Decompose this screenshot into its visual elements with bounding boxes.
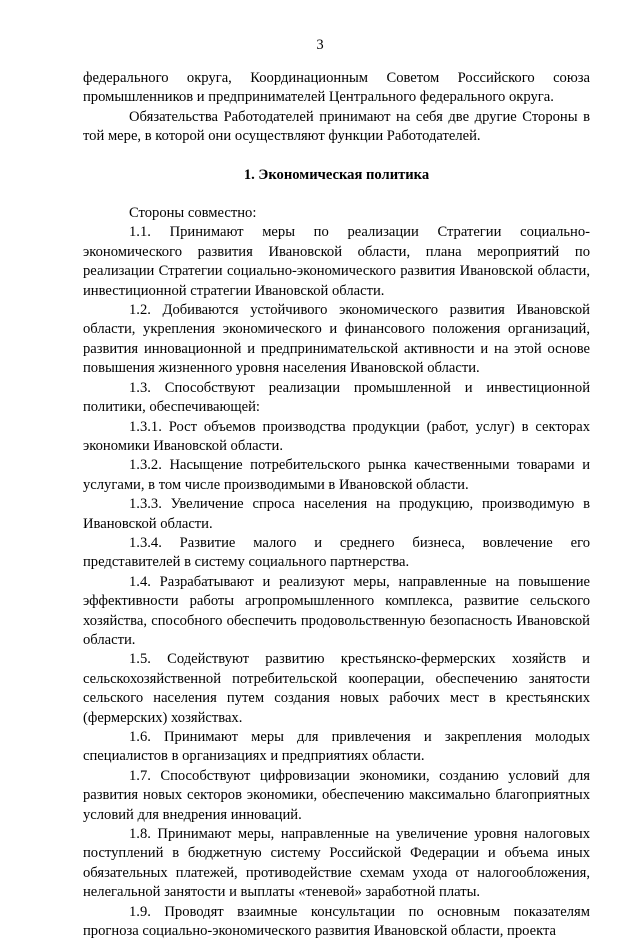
clause-1-9: 1.9. Проводят взаимные консультации по основным показателям прогноза социально-экономического развития Ивановской области, проекта xyxy=(83,903,590,940)
page-number: 3 xyxy=(316,37,324,53)
clause-1-6: 1.6. Принимают меры для привлечения и закрепления молодых специалистов в организациях и предприятиях области. xyxy=(83,729,590,765)
paragraph-employer-obligations: Обязательства Работодателей принимают на себя две другие Стороны в той мере, в которой они осуществляют функции Работодателей. xyxy=(83,108,590,145)
clause-1-5: 1.5. Содействуют развитию крестьянско-фермерских хозяйств и сельскохозяйственной потребительской кооперации, обеспечению занятости сельского населения путем создания новых рабочих мест в крестьянских (фермерских) хозяйствах. xyxy=(83,651,590,726)
clause-1-8: 1.8. Принимают меры, направленные на увеличение уровня налоговых поступлений в бюджетную систему Российской Федерации и объема иных обязательных платежей, противодействие схемам ухода от налогообложения, нелегальной занятости и выплаты «теневой» заработной платы. xyxy=(83,826,590,901)
clause-1-3-3: 1.3.3. Увеличение спроса населения на продукцию, производимую в Ивановской области. xyxy=(83,496,590,532)
clause-1-4: 1.4. Разрабатывают и реализуют меры, направленные на повышение эффективности работы агропромышленного комплекса, развитие сельского хозяйства, способного обеспечить продовольственную безопасность Ивановской области. xyxy=(83,573,590,648)
document-body xyxy=(83,69,590,941)
clause-1-3-1: 1.3.1. Рост объемов производства продукции (работ, услуг) в секторах экономики Ивановской области. xyxy=(83,418,590,454)
clause-1-3: 1.3. Способствуют реализации промышленной и инвестиционной политики, обеспечивающей: xyxy=(83,379,590,416)
clause-1-3-2: 1.3.2. Насыщение потребительского рынка качественными товарами и услугами, в том числе производимыми в Ивановской области. xyxy=(83,457,590,493)
clause-1-7: 1.7. Способствуют цифровизации экономики, созданию условий для развития новых секторов экономики, обеспечению максимально благоприятных условий для внедрения инноваций. xyxy=(83,767,590,823)
section-lead: Стороны совместно: xyxy=(129,205,257,222)
clause-1-2: 1.2. Добиваются устойчивого экономического развития Ивановской области, укрепления экономического и финансового положения организаций, развития инновационной и предпринимательской активности и на этой основе повышения жизненного уровня населения Ивановской области. xyxy=(83,302,590,377)
clause-1-1: 1.1. Принимают меры по реализации Стратегии социально-экономического развития Ивановской области, плана мероприятий по реализации Стратегии социально-экономического развития Ивановской области, инвестиционной стратегии Ивановской области. xyxy=(83,224,590,299)
clause-1-3-4: 1.3.4. Развитие малого и среднего бизнеса, вовлечение его представителей в систему социального партнерства. xyxy=(83,534,590,571)
paragraph-continuation: федерального округа, Координационным Советом Российского союза промышленников и предпринимателей Центрального федерального округа. xyxy=(83,70,590,106)
section-heading: 1. Экономическая политика xyxy=(243,166,430,183)
